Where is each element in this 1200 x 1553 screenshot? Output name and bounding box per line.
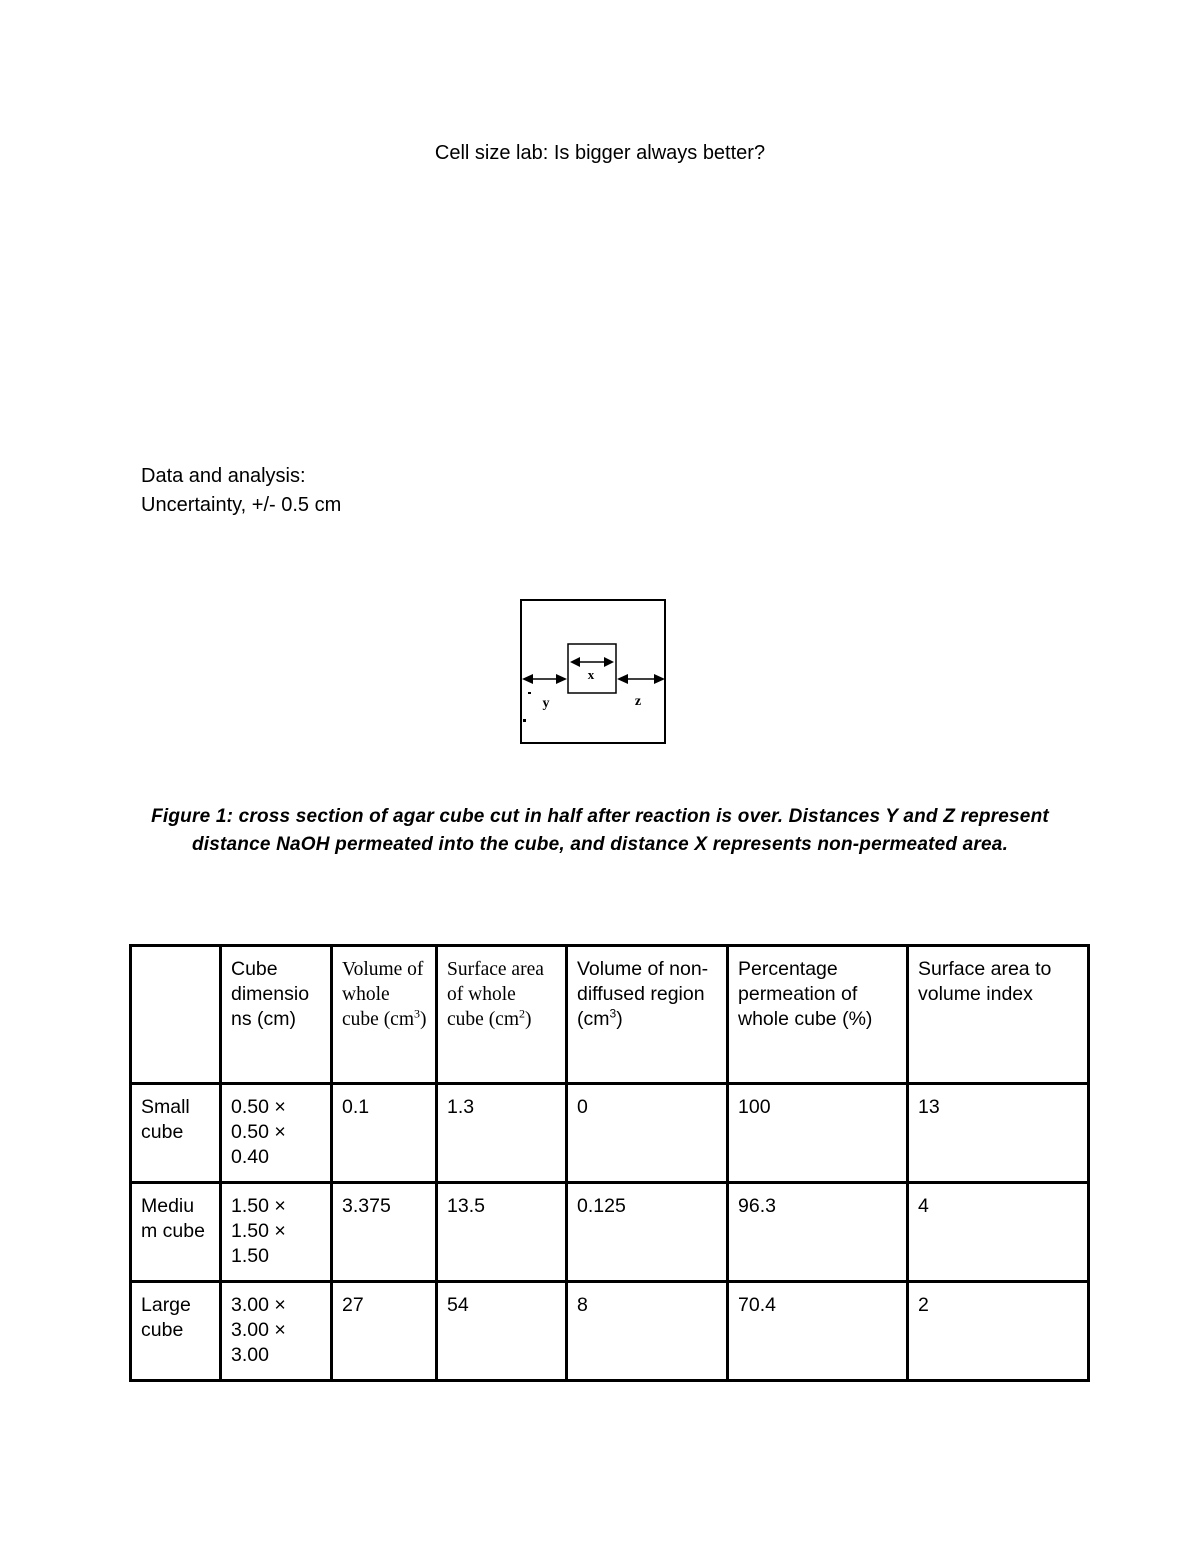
- header-sa-volume-index: Surface area to volume index: [908, 946, 1089, 1084]
- header-volume: [332, 946, 437, 1084]
- cell-percentage: 70.4: [728, 1282, 908, 1381]
- y-label: y: [542, 696, 550, 711]
- uncertainty-note: Uncertainty, +/- 0.5 cm: [141, 494, 342, 516]
- cross-section-diagram: [518, 597, 670, 747]
- header-volume-text: Volume of whole cube: [342, 959, 424, 1030]
- header-cube-dimensions: Cube dimensio ns (cm): [221, 946, 332, 1084]
- cell-surface-area: 13.5: [437, 1183, 567, 1282]
- row-label: Mediu m cube: [131, 1183, 221, 1282]
- header-percentage-permeation: [728, 946, 908, 1084]
- cell-volume: 3.375: [332, 1183, 437, 1282]
- table-row: [131, 1282, 1089, 1381]
- header-volume-unit: $(cm^3)$: [383, 1006, 427, 1030]
- cell-non-diffused: 0: [567, 1084, 728, 1183]
- y-arrow-head-left: [522, 674, 533, 684]
- header-surface-text: Surface area of whole cube: [447, 959, 544, 1030]
- header-nondiffused-unit: $(cm^3)$: [577, 1006, 623, 1030]
- cell-volume: 27: [332, 1282, 437, 1381]
- cell-ratio: 4: [908, 1183, 1089, 1282]
- section-heading: Data and analysis:: [141, 465, 306, 487]
- table-row: [131, 1084, 1089, 1183]
- figure-caption: Figure 1: cross section of agar cube cut in half after reaction is over. Distances Y and Z represent distance NaOH permeated into the cube, and distance X represents non-permeated area.: [151, 806, 1049, 855]
- cell-non-diffused: 8: [567, 1282, 728, 1381]
- stray-mark: [523, 719, 526, 722]
- header-percentage-unit: (%): [842, 1008, 873, 1030]
- row-label: Large cube: [131, 1282, 221, 1381]
- agar-cube-figure: [518, 597, 670, 747]
- table-header-row: [131, 946, 1089, 1084]
- cell-percentage: 100: [728, 1084, 908, 1183]
- document-title: Cell size lab: Is bigger always better?: [434, 142, 766, 164]
- cell-surface-area: 54: [437, 1282, 567, 1381]
- x-arrow-head-right: [604, 657, 614, 667]
- cell-surface-area: 1.3: [437, 1084, 567, 1183]
- cell-dimensions: 1.50 × 1.50 × 1.50: [221, 1183, 332, 1282]
- cell-volume: 0.1: [332, 1084, 437, 1183]
- row-label: Small cube: [131, 1084, 221, 1183]
- y-arrow-head-right: [556, 674, 567, 684]
- header-surface-area: [437, 946, 567, 1084]
- stray-mark: [528, 692, 531, 694]
- cell-dimensions: 0.50 × 0.50 × 0.40: [221, 1084, 332, 1183]
- z-arrow-head-left: [617, 674, 628, 684]
- x-arrow-head-left: [570, 657, 580, 667]
- x-label: x: [587, 667, 595, 682]
- header-percentage-text: Percentage permeation of whole cube: [738, 958, 858, 1030]
- header-non-diffused-volume: [567, 946, 728, 1084]
- cell-ratio: 13: [908, 1084, 1089, 1183]
- z-label: z: [634, 694, 642, 709]
- header-surface-unit: $(cm^2)$: [488, 1006, 532, 1030]
- cell-percentage: 96.3: [728, 1183, 908, 1282]
- data-analysis-section: [141, 462, 341, 520]
- z-arrow-head-right: [654, 674, 665, 684]
- cell-non-diffused: 0.125: [567, 1183, 728, 1282]
- results-table: [129, 944, 1090, 1382]
- header-nondiffused-text: Volume of non-diffused region: [577, 958, 709, 1005]
- cell-ratio: 2: [908, 1282, 1089, 1381]
- cell-dimensions: 3.00 × 3.00 × 3.00: [221, 1282, 332, 1381]
- table-row: [131, 1183, 1089, 1282]
- header-blank-cell: [131, 946, 221, 1084]
